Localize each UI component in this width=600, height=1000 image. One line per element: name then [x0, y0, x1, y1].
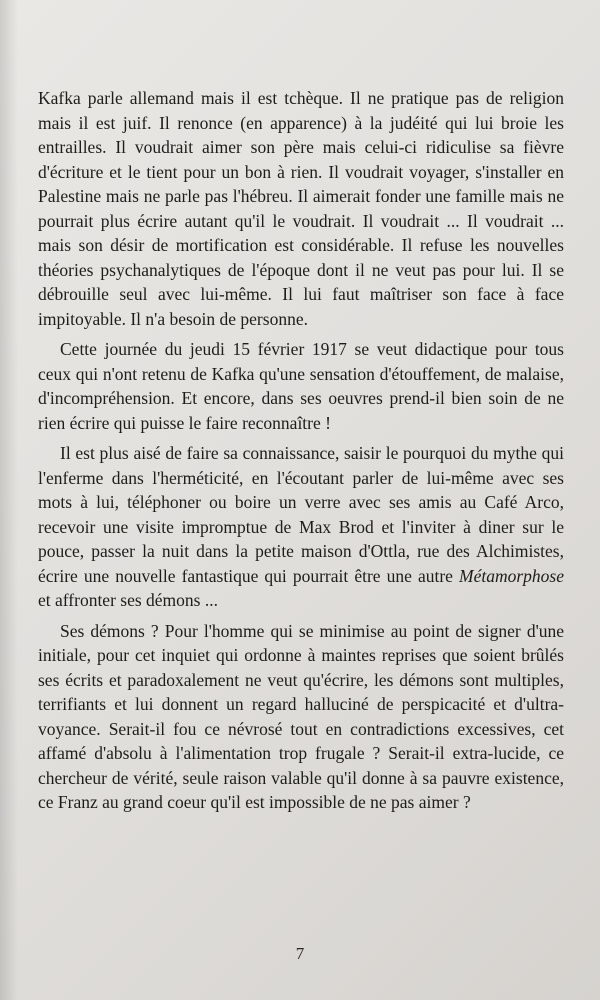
paragraph-3: Il est plus aisé de faire sa connaissance, saisir le pourquoi du mythe qui l'enferme dans l'herméticité, en l'écoutant parler de lui-même avec ses mots à lui, téléphoner ou boire un verre avec ses amis au Café Arco, recevoir une visite impromptue de Max Brod et l'inviter à diner sur le pouce, passer la nuit dans la petite maison d'Ottla, rue des Alchimistes, écrire une nouvelle fantastique qui pourrait être une autre Métamorphose et affronter ses démons ... — [38, 443, 564, 610]
book-title-italic: Métamorphose — [459, 565, 564, 586]
page-number: 7 — [295, 944, 305, 963]
paragraph-1: Kafka parle allemand mais il est tchèque. Il ne pratique pas de religion mais il est juif. Il renonce (en apparence) à la judéité qui lui broie les entrailles. Il voudrait aimer son père mais celui-ci ridiculise sa fièvre d'écriture et le tient pour un bon à rien. Il voudrait voyager, s'installer en Palestine mais ne parle pas l'hébreu. Il aimerait fonder une famille mais ne pourrait plus écrire autant qu'il le voudrait. Il voudrait ... Il voudrait ... mais son désir de mortification est considérable. Il refuse les nouvelles théories psychanalytiques de l'époque dont il ne veut pas pour lui. Il se débrouille seul avec lui-même. Il lui faut maîtriser son face à face impitoyable. Il n'a besoin de personne. — [38, 88, 564, 329]
body-text — [38, 86, 564, 821]
paragraph-2: Cette journée du jeudi 15 février 1917 se veut didactique pour tous ceux qui n'ont retenu de Kafka qu'une sensation d'étouffement, de malaise, d'incompréhension. Et encore, dans ses oeuvres prend-il bien soin de ne rien écrire qui puisse le faire reconnaître ! — [38, 339, 564, 433]
paragraph-4: Ses démons ? Pour l'homme qui se minimise au point de signer d'une initiale, pour cet inquiet qui ordonne à maintes reprises que soient brûlés ses écrits et paradoxalement ne veut qu'écrire, les démons sont multiples, terrifiants et lui donnent un regard halluciné de perspicacité et d'ultra-voyance. Serait-il fou ce névrosé tout en contradictions excessives, cet affamé d'absolu à l'alimentation trop frugale ? Serait-il extra-lucide, ce chercheur de vérité, seule raison valable qu'il donne à sa pauvre existence, ce Franz au grand coeur qu'il est impossible de ne pas aimer ? — [38, 620, 564, 812]
page-gutter-shadow — [0, 0, 18, 1000]
